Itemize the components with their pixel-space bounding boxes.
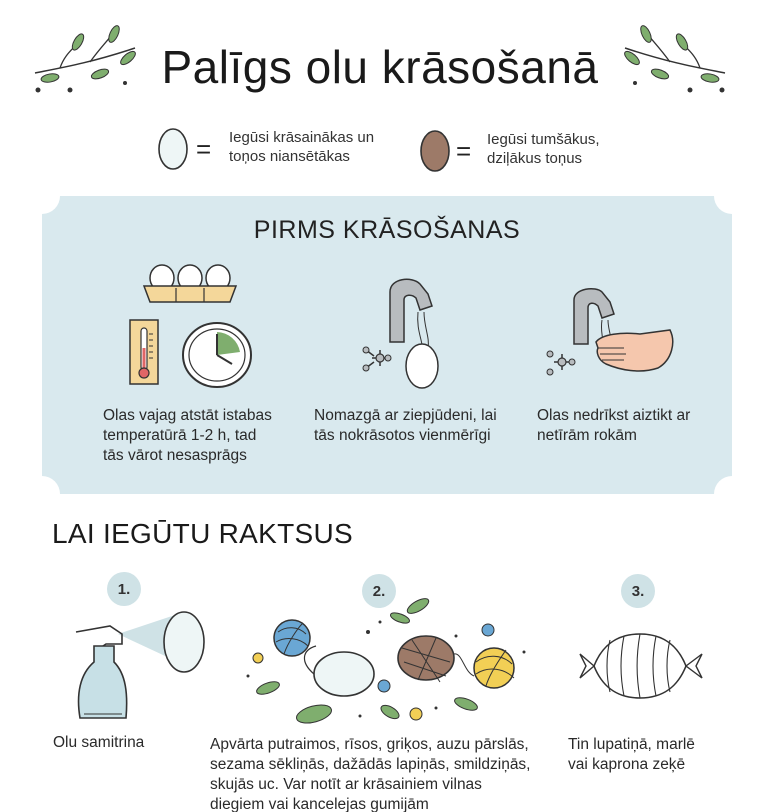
legend-equals: = bbox=[196, 134, 212, 164]
legend-light-text: Iegūsi krāsainākas un toņos niansētākas bbox=[229, 129, 375, 165]
wrapped-egg-icon bbox=[576, 626, 706, 706]
clock-icon bbox=[180, 320, 254, 390]
step-badge-1: 1. bbox=[107, 572, 141, 606]
right-sprig-icon bbox=[620, 28, 730, 98]
spray-bottle-icon bbox=[70, 604, 210, 724]
dark-egg-icon bbox=[418, 126, 452, 174]
step-caption-3: Tin lupatiņā, marlē vai kaprona zeķē bbox=[568, 736, 695, 773]
light-egg-icon bbox=[156, 124, 190, 172]
faucet-hand-icon bbox=[544, 282, 678, 386]
step-caption-1: Olu samitrina bbox=[53, 734, 145, 751]
before-caption-2: Nomazgā ar ziepjūdeni, lai tās nokrāsotos vienmērīgi bbox=[314, 407, 497, 444]
step-caption-2: Apvārta putraimos, rīsos, griķos, auzu pārslās, sezama sēkliņās, dažādās lapiņās, smildziņās, skujās uc. Var notīt ar krāsainiem vilnas diegiem vai kancelejas gumijām bbox=[210, 736, 531, 812]
legend-dark-text: Iegūsi tumšākus, dziļākus toņus bbox=[487, 131, 600, 167]
materials-cluster-icon bbox=[240, 592, 540, 732]
patterns-title: LAI IEGŪTU RAKTSUS bbox=[52, 518, 354, 549]
step-badge-3: 3. bbox=[621, 574, 655, 608]
faucet-egg-icon bbox=[362, 272, 452, 392]
page-title: Palīgs olu krāsošanā bbox=[161, 41, 599, 93]
egg-carton-icon bbox=[140, 258, 240, 308]
before-caption-3: Olas nedrīkst aiztikt ar netīrām rokām bbox=[537, 407, 691, 444]
step-badge-2: 2. bbox=[362, 574, 396, 608]
thermometer-icon bbox=[128, 318, 160, 386]
before-caption-1: Olas vajag atstāt istabas temperatūrā 1-2 h, tad tās vārot nesasprāgs bbox=[103, 407, 272, 464]
before-dyeing-title: PIRMS KRĀSOŠANAS bbox=[253, 216, 521, 244]
legend-equals-2: = bbox=[456, 136, 472, 166]
